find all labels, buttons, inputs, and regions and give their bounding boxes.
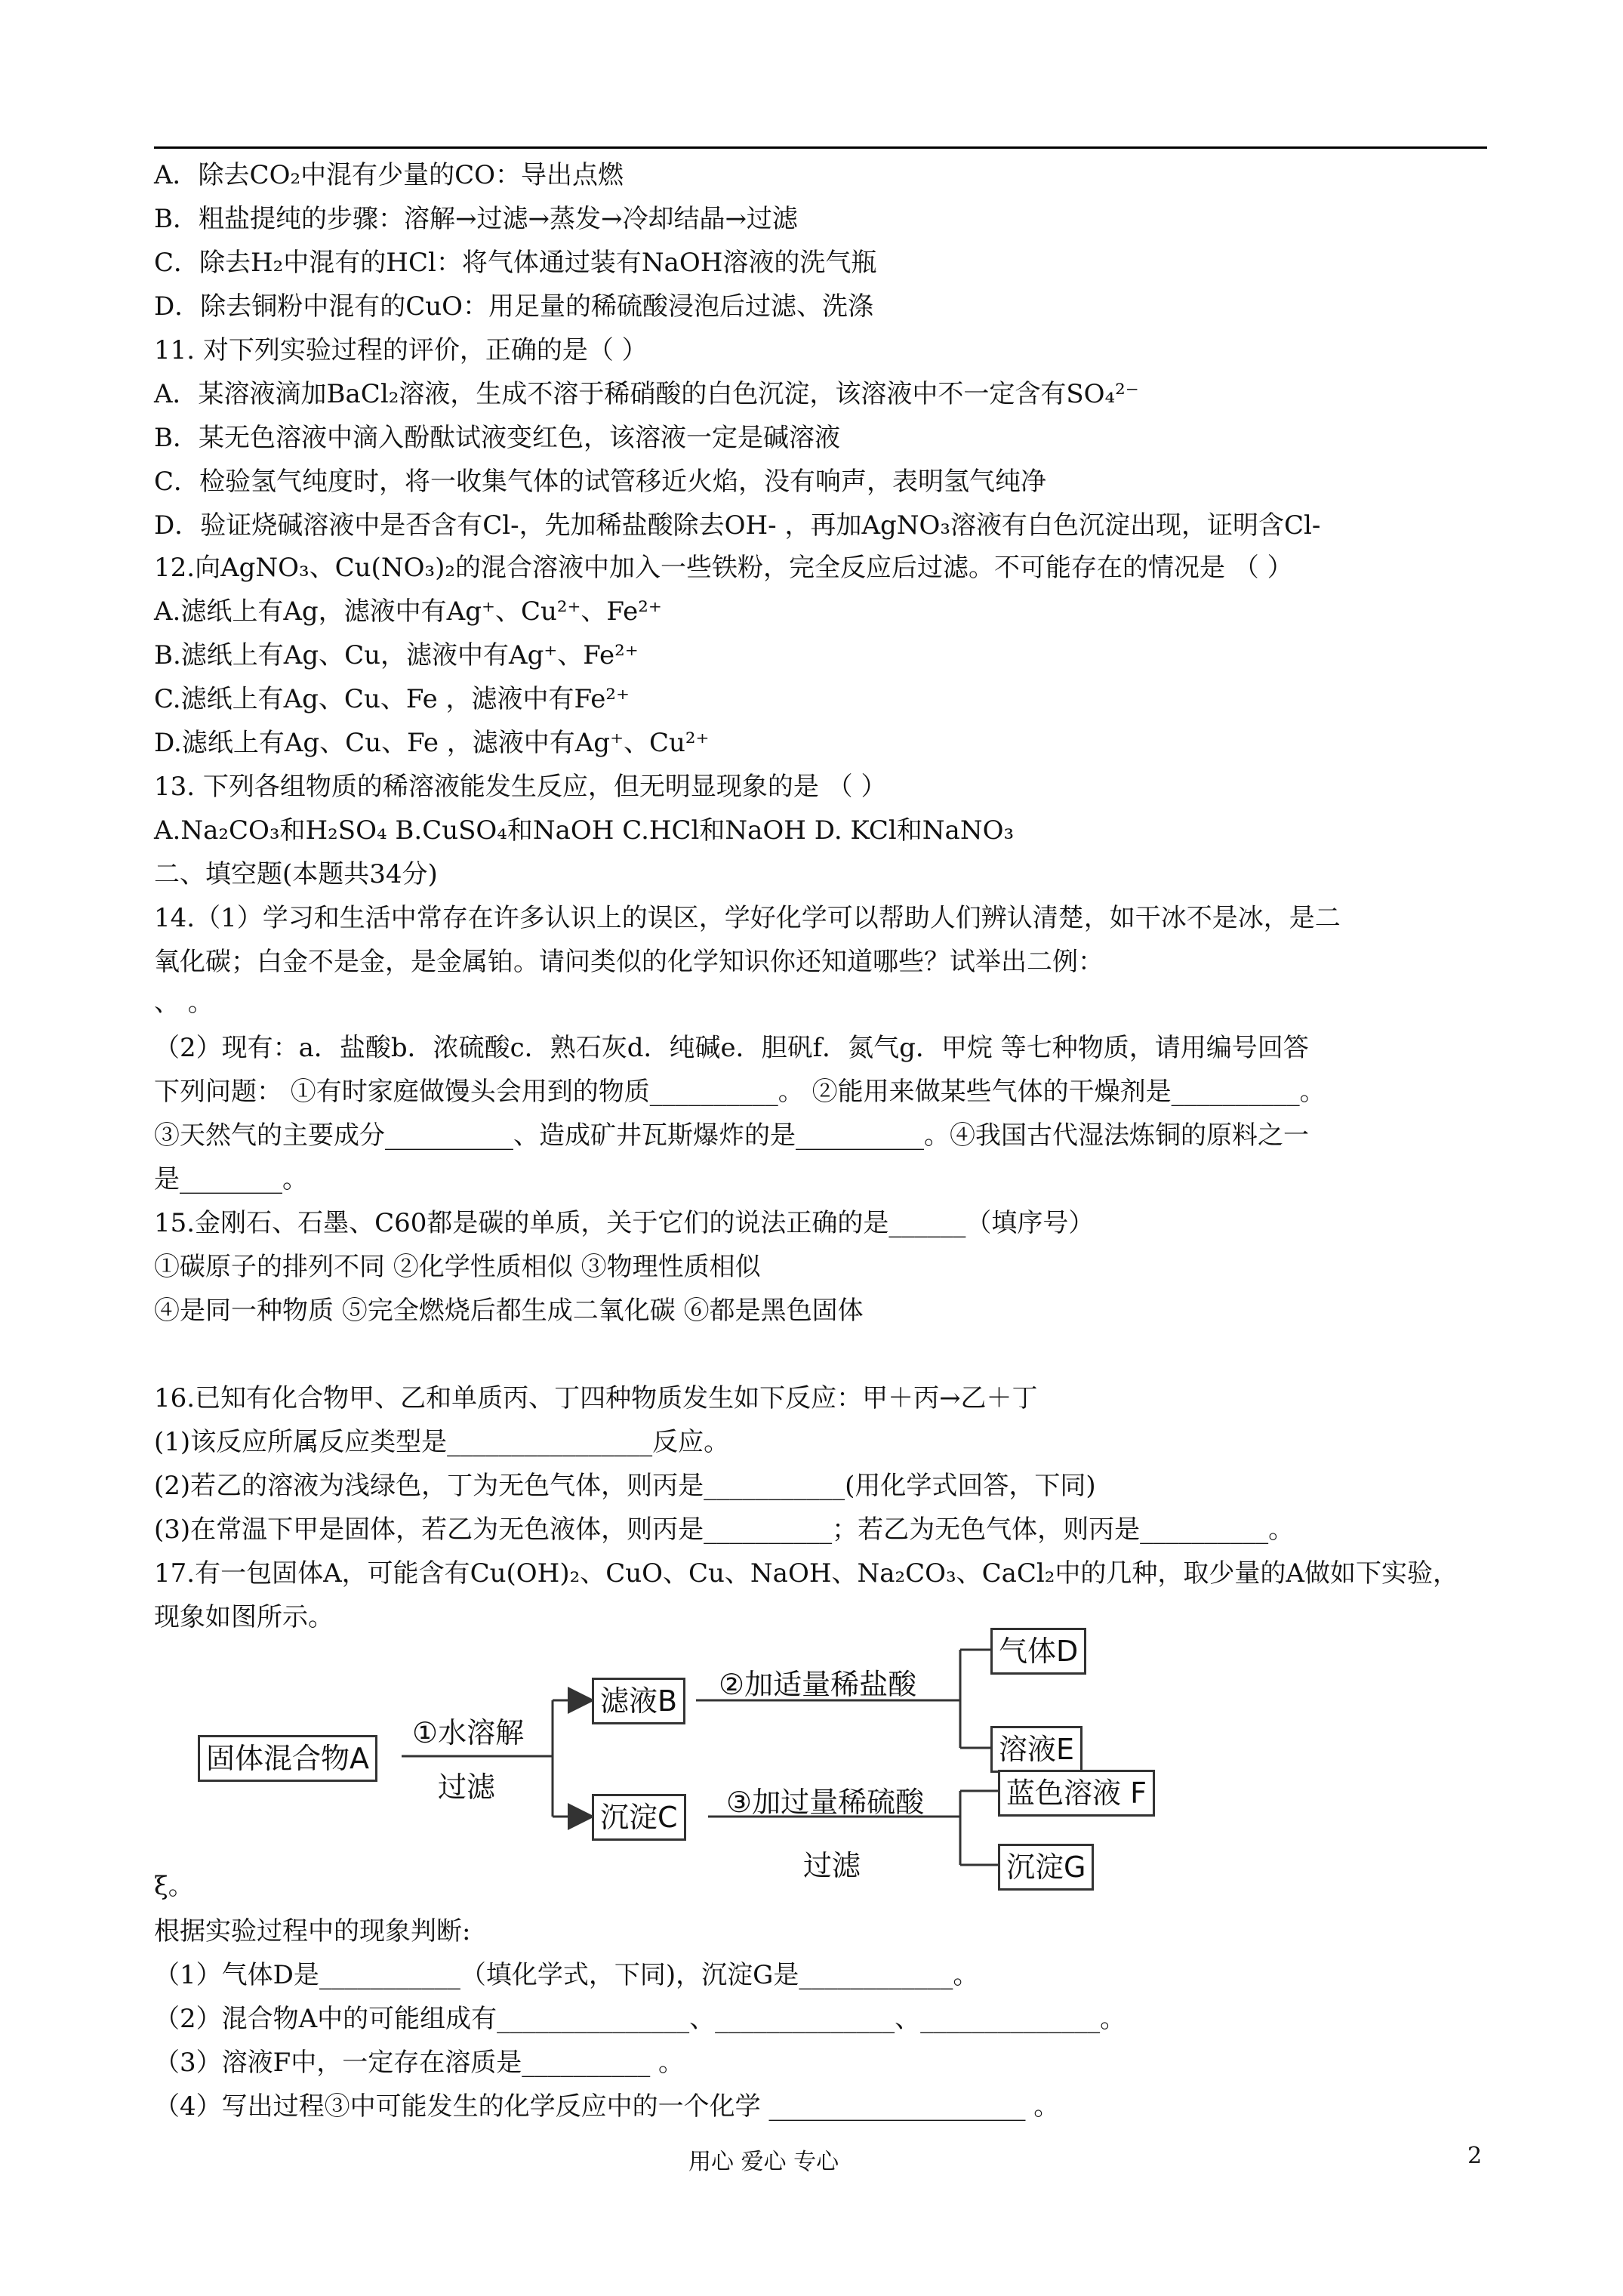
solid-mixture-a-box: 固体混合物A: [198, 1735, 377, 1782]
solution-e-box: 溶液E: [990, 1726, 1083, 1773]
footer-slogan: 用心 爱心 专心: [688, 2149, 839, 2175]
precipitate-g-box: 沉淀G: [998, 1844, 1094, 1891]
step1-label: ①水溶解: [412, 1716, 525, 1749]
text-line: 是________。: [154, 1164, 308, 1194]
page-number: 2: [1467, 2143, 1483, 2169]
text-line: A.滤纸上有Ag，滤液中有Ag⁺、Cu²⁺、Fe²⁺: [154, 596, 662, 627]
header-rule: [154, 146, 1487, 149]
text-line: ①碳原子的排列不同 ②化学性质相似 ③物理性质相似: [154, 1252, 761, 1282]
text-line: 14.（1）学习和生活中常存在许多认识上的误区，学好化学可以帮助人们辨认清楚，如干冰不是冰，是二: [154, 903, 1341, 933]
text-line: 17.有一包固体A，可能含有Cu(OH)₂、CuO、Cu、NaOH、Na₂CO₃、CaCl₂中的几种，取少量的A做如下实验，: [154, 1558, 1458, 1589]
text-line: A．除去CO₂中混有少量的CO：导出点燃: [154, 160, 624, 190]
text-line: （4）写出过程③中可能发生的化学反应中的一个化学 ____________________ 。: [154, 2091, 1060, 2122]
text-line: D．验证烧碱溶液中是否含有Cl-，先加稀盐酸除去OH- ，再加AgNO₃溶液有白色沉淀出现，证明含Cl-: [154, 510, 1321, 541]
gas-d-box: 气体D: [990, 1628, 1086, 1675]
text-line: 氧化碳；白金不是金，是金属铂。请问类似的化学知识你还知道哪些？试举出二例：: [154, 947, 1104, 977]
text-line: 11. 对下列实验过程的评价，正确的是（ ）: [154, 335, 648, 365]
blue-solution-f-box: 蓝色溶液 F: [998, 1770, 1155, 1817]
text-line: B．粗盐提纯的步骤：溶解→过滤→蒸发→冷却结晶→过滤: [154, 204, 798, 234]
filtrate-b-box: 滤液B: [592, 1678, 685, 1724]
experiment-flowchart: [198, 1616, 1194, 1903]
text-line: 下列问题： ①有时家庭做馒头会用到的物质__________。 ②能用来做某些气体的干燥剂是__________。: [154, 1077, 1326, 1107]
text-line: ④是同一种物质 ⑤完全燃烧后都生成二氧化碳 ⑥都是黑色固体: [154, 1296, 864, 1326]
text-line: D．除去铜粉中混有的CuO：用足量的稀硫酸浸泡后过滤、洗涤: [154, 291, 874, 322]
text-line: A.Na₂CO₃和H₂SO₄ B.CuSO₄和NaOH C.HCl和NaOH D. KCl和NaNO₃: [154, 815, 1015, 846]
text-line: （3）溶液F中，一定存在溶质是__________ 。: [154, 2048, 685, 2078]
text-line: ξ。: [154, 1871, 194, 1901]
text-line: C.滤纸上有Ag、Cu、Fe ，滤液中有Fe²⁺: [154, 684, 630, 714]
text-line: (2)若乙的溶液为浅绿色，丁为无色气体，则丙是___________(用化学式回答，下同): [154, 1471, 1096, 1501]
text-line: 根据实验过程中的现象判断:: [154, 1916, 471, 1946]
text-line: 12.向AgNO₃、Cu(NO₃)₂的混合溶液中加入一些铁粉，完全反应后过滤。不可能存在的情况是 （ ）: [154, 553, 1293, 583]
text-line: 现象如图所示。: [154, 1602, 334, 1632]
text-line: D.滤纸上有Ag、Cu、Fe ，滤液中有Ag⁺、Cu²⁺: [154, 728, 710, 758]
text-line: (1)该反应所属反应类型是________________反应。: [154, 1427, 730, 1457]
text-line: C．除去H₂中混有的HCl：将气体通过装有NaOH溶液的洗气瓶: [154, 248, 877, 278]
step2-label: ②加适量稀盐酸: [719, 1668, 917, 1701]
text-line: (3)在常温下甲是固体，若乙为无色液体，则丙是__________；若乙为无色气体，则丙是__________。: [154, 1515, 1295, 1545]
text-line: C．检验氢气纯度时，将一收集气体的试管移近火焰，没有响声，表明氢气纯净: [154, 467, 1047, 497]
text-line: 、 。: [154, 988, 214, 1018]
text-line: B.滤纸上有Ag、Cu，滤液中有Ag⁺、Fe²⁺: [154, 640, 639, 670]
step1-filter-label: 过滤: [438, 1771, 496, 1804]
text-line: ③天然气的主要成分__________、造成矿井瓦斯爆炸的是__________。④我国古代湿法炼铜的原料之一: [154, 1120, 1309, 1151]
text-line: 15.金刚石、石墨、C60都是碳的单质，关于它们的说法正确的是______（填序号）: [154, 1208, 1095, 1238]
text-line: 16.已知有化合物甲、乙和单质丙、丁四种物质发生如下反应：甲＋丙→乙＋丁: [154, 1383, 1038, 1413]
text-line: （2）现有：a．盐酸b．浓硫酸c．熟石灰d．纯碱e．胆矾f．氮气g．甲烷 等七种物质，请用编号回答: [154, 1033, 1309, 1063]
step3-label: ③加过量稀硫酸: [726, 1786, 925, 1819]
precipitate-c-box: 沉淀C: [592, 1794, 686, 1841]
text-line: A．某溶液滴加BaCl₂溶液，生成不溶于稀硝酸的白色沉淀，该溶液中不一定含有SO₄²⁻: [154, 379, 1139, 409]
text-line: （1）气体D是___________（填化学式，下同)，沉淀G是____________。: [154, 1960, 979, 1990]
text-line: 13. 下列各组物质的稀溶液能发生反应，但无明显现象的是 （ ）: [154, 772, 887, 802]
text-line: 二、填空题(本题共34分): [154, 859, 438, 889]
text-line: B．某无色溶液中滴入酚酞试液变红色，该溶液一定是碱溶液: [154, 423, 840, 453]
step3-filter-label: 过滤: [803, 1849, 861, 1882]
text-line: （2）混合物A中的可能组成有_______________、______________、______________。: [154, 2004, 1126, 2034]
